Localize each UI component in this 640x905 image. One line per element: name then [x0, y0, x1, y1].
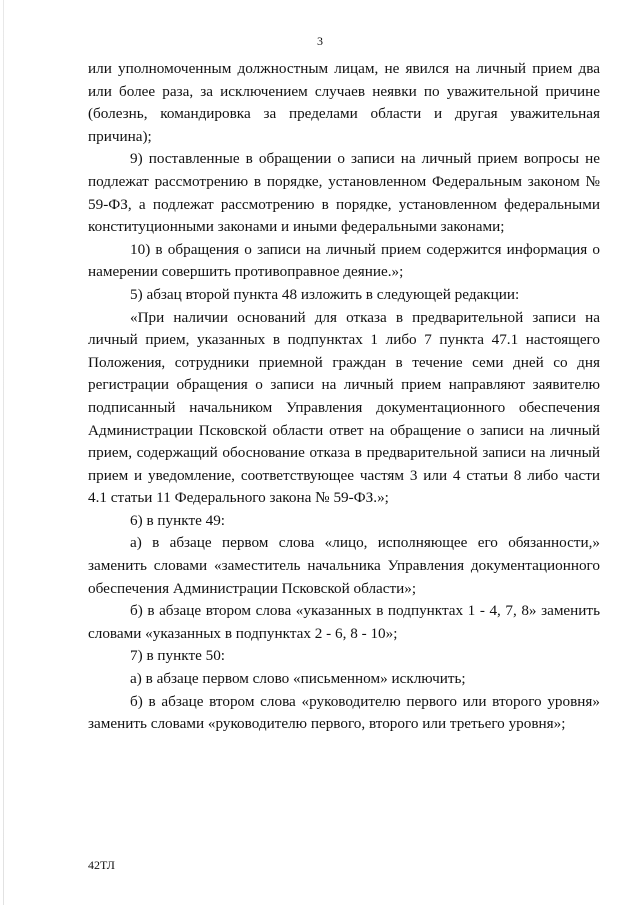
paragraph-subitem-b-50: б) в абзаце втором слова «руководителю первого или второго уровня» заменить словами «руководителю первого, второго или третьего уровня»;: [88, 692, 600, 733]
paragraph-item-6: 6) в пункте 49:: [130, 511, 226, 529]
paragraph-new-wording: «При наличии оснований для отказа в предварительной записи на личный прием, указанных в подпунктах 1 либо 7 пункта 47.1 настоящего Положения, сотрудники приемной граждан в течение семи дней со дня регистрации обращения о записи на личный прием направляют заявителю подписанный начальником Управления документационного обеспечения Администрации Псковской области ответ на обращение о записи на личный прием, содержащий обоснование отказа в предварительной записи на личный прием и уведомление, соответствующее частям 3 или 4 статьи 8 либо части 4.1 статьи 11 Федерального закона № 59-ФЗ.»;: [88, 308, 600, 507]
page-number: 3: [317, 34, 323, 48]
footer-document-code: 42ТЛ: [88, 858, 115, 872]
paragraph-subitem-b-49: б) в абзаце втором слова «указанных в подпунктах 1 - 4, 7, 8» заменить словами «указанных в подпунктах 2 - 6, 8 - 10»;: [88, 602, 600, 642]
paragraph-subitem-a-49: а) в абзаце первом слова «лицо, исполняющее его обязанности,» заменить словами «заместитель начальника Управления документационного обеспечения Администрации Псковской области»;: [88, 534, 600, 597]
scan-edge-line: [3, 0, 4, 905]
paragraph-item-7: 7) в пункте 50:: [130, 647, 226, 665]
paragraph-subitem-a-50: а) в абзаце первом слово «письменном» исключить;: [130, 670, 466, 688]
paragraph-item-5: 5) абзац второй пункта 48 изложить в следующей редакции:: [130, 285, 520, 303]
paragraph-continuation: или уполномоченным должностным лицам, не явился на личный прием два или более раза, за исключением случаев неявки по уважительной причине (болезнь, командировка за пределами области и другая уважительная причина);: [88, 60, 600, 145]
paragraph-item-9: 9) поставленные в обращении о записи на личный прием вопросы не подлежат рассмотрению в порядке, установленном Федеральным законом № 59-ФЗ, а подлежат рассмотрению в порядке, установленном федеральными конституционными законами и иными федеральными законами;: [88, 150, 600, 236]
document-body: [88, 58, 600, 736]
paragraph-item-10: 10) в обращения о записи на личный прием содержится информация о намерении совершить противоправное деяние.»;: [88, 240, 600, 281]
